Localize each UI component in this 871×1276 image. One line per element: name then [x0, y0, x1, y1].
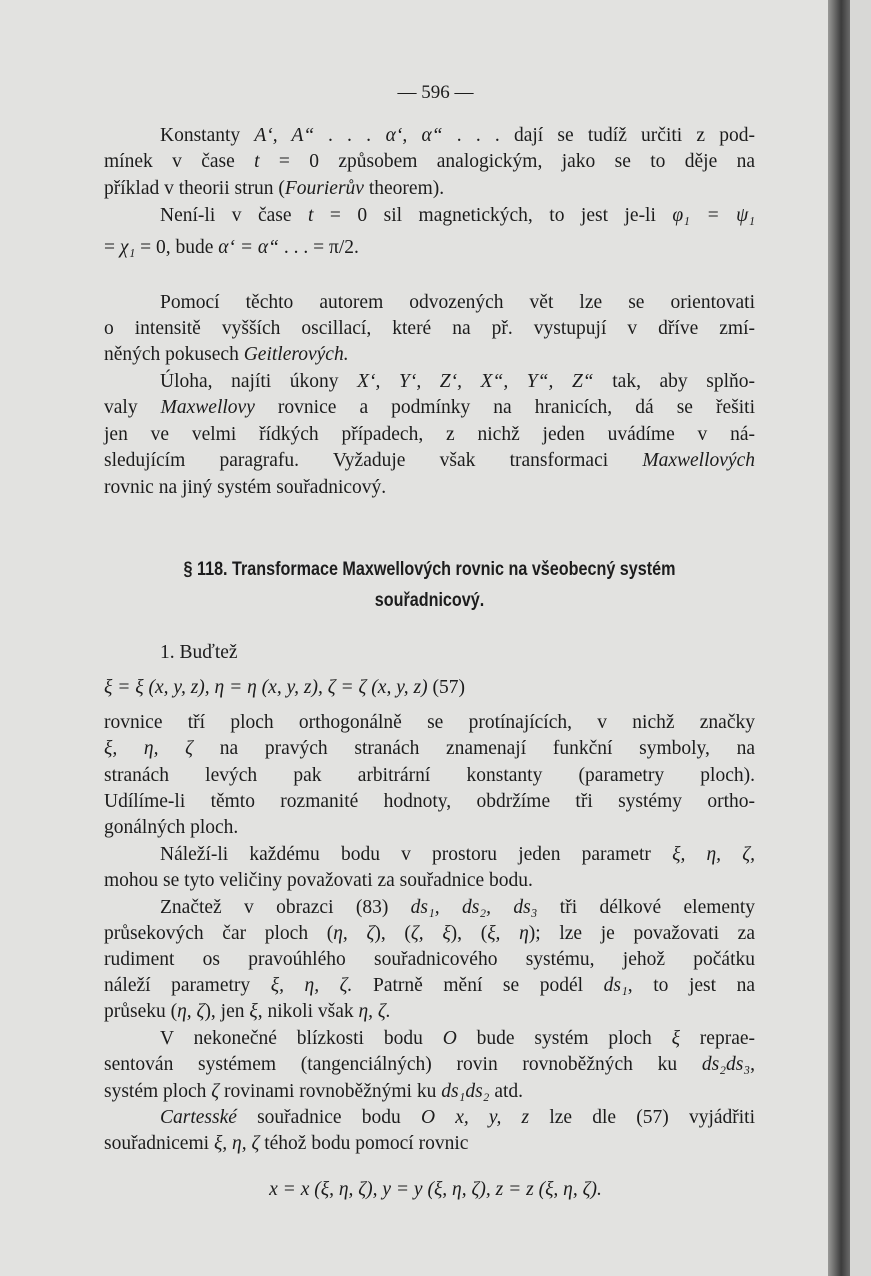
math-text: t [254, 151, 260, 172]
text-line [104, 816, 755, 840]
text-segment: , to jest na [627, 975, 755, 996]
text-segment: § 118. Transformace Maxwellových rovnic na všeobecný systém [183, 559, 676, 580]
math-text: ξ, η, ζ. [270, 975, 353, 996]
math-text: ξ = ξ (x, y, z), η = η (x, y, z), ζ = ζ (x, y, z) [104, 677, 428, 698]
text-segment: průseku ( [104, 1001, 178, 1022]
text-segment: reprae- [679, 1028, 756, 1049]
text-line [160, 1027, 755, 1051]
math-text: ξ, η, ζ, [672, 844, 755, 865]
math-text: ξ, η [487, 923, 529, 944]
math-text: ds₁ [603, 975, 628, 996]
text-segment: jen ve velmi řídkých případech, z nichž jeden uvádíme v ná- [104, 424, 755, 445]
text-segment: téhož bodu pomocí rovnic [259, 1133, 469, 1154]
text-line [104, 343, 755, 367]
math-text: O x, y, z [420, 1107, 530, 1128]
text-segment: rovinami rovnoběžnými ku [219, 1081, 442, 1102]
text-segment: . . . dají se tudíž určiti z pod- [442, 125, 755, 146]
math-text: O [442, 1028, 457, 1049]
section-heading [153, 589, 706, 613]
math-text: x = x (ξ, η, ζ), y = y (ξ, η, ζ), z = z (ξ, η, ζ). [269, 1179, 602, 1200]
text-segment: rovnice tří ploch orthogonálně se protínajících, v nichž značky [104, 712, 755, 733]
text-line [104, 737, 755, 761]
math-text: Fourierův [284, 178, 364, 199]
text-line [104, 869, 755, 893]
text-segment: příklad v theorii strun ( [104, 178, 285, 199]
math-text: A‘, A“ . . . α‘, α“ [254, 125, 443, 146]
text-segment: theorem). [363, 178, 445, 199]
text-segment: o intensitě vyšších oscillací, které na př. vystupují v dříve zmí- [104, 318, 755, 339]
book-binding-shadow [828, 0, 850, 1276]
math-text: ζ [211, 1081, 220, 1102]
text-line [104, 317, 755, 341]
text-segment: systém ploch [104, 1081, 212, 1102]
text-segment: rovnic na jiný systém souřadnicový. [104, 477, 387, 498]
page-edge [850, 0, 871, 1276]
text-line [104, 396, 755, 420]
math-text: t [308, 205, 314, 226]
text-segment: Není-li v čase [160, 205, 308, 226]
text-segment: něných pokusech [104, 344, 244, 365]
text-line [160, 1106, 755, 1130]
text-segment: Udílíme-li těmto rozmanité hodnoty, obdržíme tři systémy ortho- [104, 791, 755, 812]
text-segment: bude systém ploch [456, 1028, 672, 1049]
text-line [160, 370, 755, 394]
text-segment: sentován systémem (tangenciálných) rovin rovnoběžných ku [104, 1054, 702, 1075]
text-line [104, 1000, 755, 1024]
math-text: χ₁ [119, 237, 136, 258]
text-line [160, 124, 755, 148]
text-line [104, 1053, 755, 1077]
math-text: η, ζ [333, 923, 375, 944]
text-segment: = 0 sil magnetických, to jest je-li [313, 205, 673, 226]
text-line [104, 449, 755, 473]
text-segment: Značtež v obrazci (83) [160, 897, 411, 918]
text-line [104, 423, 755, 447]
text-segment: souřadnicový. [374, 590, 485, 611]
text-segment: mohou se tyto veličiny považovati za souřadnice bodu. [104, 870, 533, 891]
math-text: η, ζ. [358, 1001, 391, 1022]
math-text: ζ, ξ [410, 923, 451, 944]
text-segment: náleží parametry [104, 975, 271, 996]
text-line [104, 236, 434, 260]
text-line [160, 204, 755, 228]
math-text: Maxwellových [642, 450, 755, 471]
text-line [104, 1132, 755, 1156]
text-segment: souřadnicemi [104, 1133, 214, 1154]
text-segment: ), ( [450, 923, 488, 944]
text-segment: tři délkové elementy [537, 897, 755, 918]
text-line [160, 641, 755, 665]
page-number: — 596 — [397, 82, 474, 103]
text-line [104, 1080, 755, 1104]
text-segment: , [750, 1054, 755, 1075]
text-segment: tak, aby splňo- [593, 371, 756, 392]
text-line [0, 1178, 871, 1202]
math-text: α‘ = α“ [218, 237, 279, 258]
text-line [104, 922, 755, 946]
math-text: ds₂ds₃ [701, 1054, 751, 1075]
math-text: ξ [671, 1028, 680, 1049]
text-segment: V nekonečné blízkosti bodu [160, 1028, 443, 1049]
text-segment: gonálných ploch. [104, 817, 239, 838]
text-segment: ), jen [204, 1001, 250, 1022]
text-segment: rudiment os pravoúhlého souřadnicového systému, jehož počátku [104, 949, 755, 970]
text-segment: ), ( [374, 923, 411, 944]
math-text: Maxwellovy [160, 397, 255, 418]
text-line [104, 150, 755, 174]
text-segment: ); lze je považovati za [528, 923, 755, 944]
text-segment: rovnice a podmínky na hranicích, dá se řešiti [254, 397, 755, 418]
text-segment: Náleží-li každému bodu v prostoru jeden parametr [160, 844, 673, 865]
text-segment: , nikoli však [257, 1001, 359, 1022]
text-line [104, 974, 755, 998]
text-line [104, 948, 755, 972]
math-text: Cartesské [160, 1107, 237, 1128]
text-segment: Konstanty [160, 125, 255, 146]
text-segment: Úloha, najíti úkony [160, 371, 358, 392]
math-text: ξ, η, ζ [213, 1133, 260, 1154]
text-segment: sledujícím paragrafu. Vyžaduje však transformaci [104, 450, 643, 471]
text-segment: mínek v čase [104, 151, 255, 172]
math-text: ξ, η, ζ [104, 738, 194, 759]
text-segment: atd. [489, 1081, 524, 1102]
math-text: η, ζ [177, 1001, 205, 1022]
math-text: Geitlerových. [243, 344, 349, 365]
text-segment: stranách levých pak arbitrární konstanty (parametry ploch). [104, 765, 755, 786]
text-line [104, 177, 755, 201]
math-text: X‘, Y‘, Z‘, X“, Y“, Z“ [357, 371, 594, 392]
section-heading [153, 558, 706, 582]
text-line [104, 711, 755, 735]
math-text: φ₁ = ψ₁ [672, 205, 755, 226]
text-line [160, 291, 755, 315]
text-segment: . . . = π/2. [278, 237, 359, 258]
math-text: ds₁ds₂ [441, 1081, 490, 1102]
text-segment: průsekových čar ploch ( [104, 923, 334, 944]
text-line [104, 790, 755, 814]
text-line [104, 676, 755, 700]
text-segment: na pravých stranách znamenají funkční symboly, na [193, 738, 755, 759]
text-segment: Pomocí těchto autorem odvozených vět lze se orientovati [160, 292, 755, 313]
math-text: ξ [249, 1001, 258, 1022]
text-line [104, 764, 755, 788]
text-segment: Patrně mění se podél [352, 975, 604, 996]
text-segment: (57) [427, 677, 465, 698]
text-line [104, 476, 755, 500]
text-segment: = 0 způsobem analogickým, jako se to děje na [259, 151, 755, 172]
text-line [160, 896, 755, 920]
text-segment: lze dle (57) vyjádřiti [529, 1107, 756, 1128]
text-segment: 1. Buďtež [160, 642, 238, 663]
text-segment: = 0, bude [135, 237, 219, 258]
text-line [160, 843, 755, 867]
text-segment: valy [104, 397, 161, 418]
math-text: ds₁, ds₂, ds₃ [410, 897, 538, 918]
text-segment: = [104, 237, 120, 258]
text-segment: souřadnice bodu [236, 1107, 421, 1128]
